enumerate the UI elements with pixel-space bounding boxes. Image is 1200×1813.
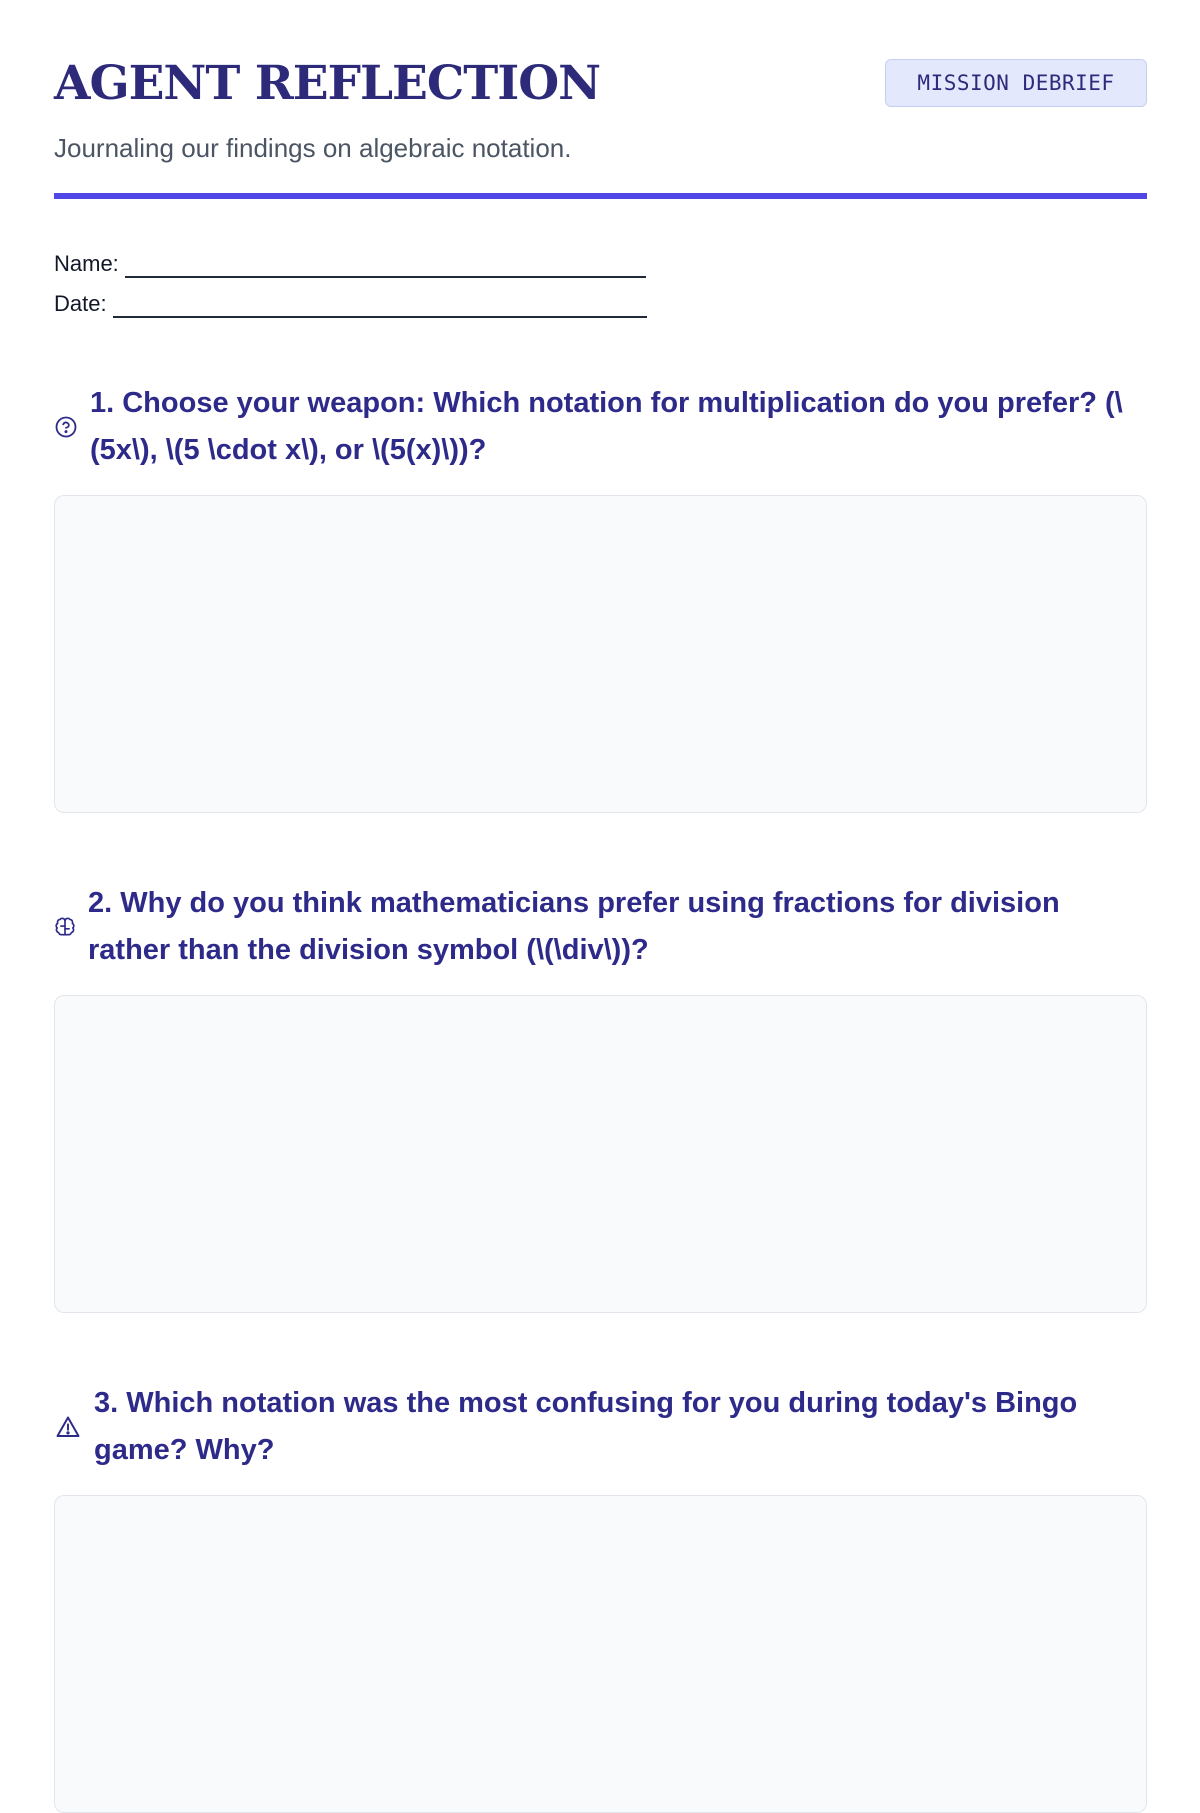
question-1 [54,380,1147,474]
question-1-text: 1. Choose your weapon: Which notation for multiplication do you prefer? (\(5x\), \(5 \cdot x\), or \(5(x)\))? [90,387,1123,466]
answer-box-3[interactable] [54,1495,1147,1813]
date-field [54,290,647,318]
mission-debrief-badge: MISSION DEBRIEF [885,59,1147,107]
warning-triangle-icon [54,1414,82,1440]
header-divider [54,193,1147,199]
answer-box-1[interactable] [54,495,1147,813]
question-3-text: 3. Which notation was the most confusing for you during today's Bingo game? Why? [94,1387,1078,1466]
date-blank-line[interactable] [113,294,647,318]
worksheet-header [54,0,1147,200]
brain-icon [54,916,76,938]
name-blank-line[interactable] [125,254,646,278]
worksheet-page [54,0,1147,1466]
question-2 [54,880,1147,974]
page-subtitle: Journaling our findings on algebraic notation. [54,133,572,163]
date-label: Date: [54,291,107,316]
answer-box-2[interactable] [54,995,1147,1313]
page-title: AGENT REFLECTION [54,56,601,111]
question-3 [54,1380,1147,1474]
name-field [54,250,646,278]
name-label: Name: [54,251,119,276]
question-2-text: 2. Why do you think mathematicians prefer using fractions for division rather than the division symbol (\(\div\))? [88,887,1060,966]
question-circle-icon [54,415,78,439]
